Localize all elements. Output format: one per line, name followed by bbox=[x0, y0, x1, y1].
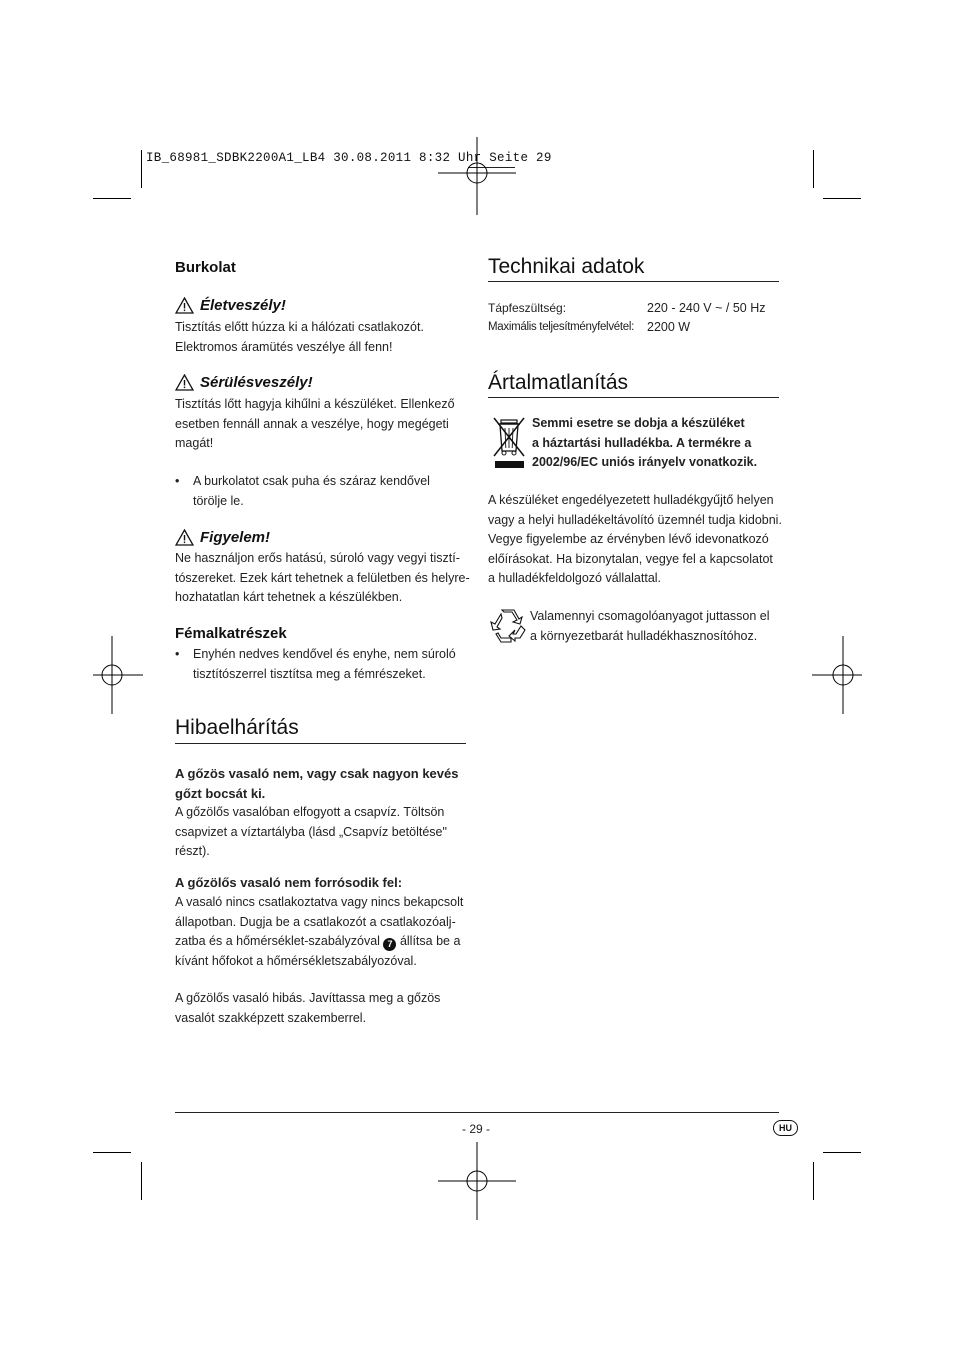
text-line: kívánt hőfokot a hőmérsékletszabályozóval. bbox=[175, 953, 417, 968]
warning-title: Sérülésveszély! bbox=[200, 374, 313, 391]
text-line: Elektromos áramütés veszélye áll fenn! bbox=[175, 339, 393, 354]
section-title-metal-parts: Fémalkatrészek bbox=[175, 625, 287, 642]
registration-crosshair-icon bbox=[812, 636, 862, 714]
text-line: esetben fennáll annak a veszélye, hogy megégeti bbox=[175, 416, 449, 431]
text-line: A burkolatot csak puha és száraz kendővel bbox=[193, 474, 430, 488]
warning-text bbox=[175, 318, 424, 357]
warning-title: Figyelem! bbox=[200, 529, 271, 546]
text-line: tisztítószerrel tisztítsa meg a fémrészeket. bbox=[193, 666, 426, 681]
text-fragment: állítsa be a bbox=[399, 934, 461, 948]
text-line: Semmi esetre se dobja a készüléket bbox=[532, 416, 745, 430]
print-slug: IB_68981_SDBK2200A1_LB4 30.08.2011 8:32 Uhr Seite 29 bbox=[146, 151, 552, 165]
text-line: a környezetbarát hulladékhasznosítóhoz. bbox=[530, 628, 758, 643]
text-line: vasalót szakképzett szakemberrel. bbox=[175, 1010, 367, 1025]
text-line: Tisztítás előtt húzza ki a hálózati csatlakozót. bbox=[175, 320, 424, 334]
warning-text bbox=[175, 395, 455, 454]
problem-title bbox=[175, 764, 458, 803]
text-line: Enyhén nedves kendővel és enyhe, nem súroló bbox=[193, 647, 456, 661]
footer-rule bbox=[175, 1112, 779, 1113]
text-line: A gőzölős vasalóban elfogyott a csapvíz. Töltsön bbox=[175, 805, 445, 819]
text-line: Ne használjon erős hatású, súroló vagy vegyi tisztí- bbox=[175, 551, 460, 565]
disposal-text bbox=[488, 491, 782, 589]
text-line: Vegye figyelembe az érvényben lévő idevonatkozó bbox=[488, 532, 769, 546]
text-line: állapotban. Dugja be a csatlakozót a csatlakozóalj- bbox=[175, 914, 456, 929]
recycle-icon bbox=[489, 608, 527, 644]
section-title-disposal: Ártalmatlanítás bbox=[488, 371, 629, 394]
warning-triangle-icon bbox=[175, 374, 194, 391]
text-line: Tisztítás lőtt hagyja kihűlni a készüléket. Ellenkező bbox=[175, 397, 455, 411]
warning-injury-danger bbox=[175, 374, 313, 391]
text-line: A vasaló nincs csatlakoztatva vagy nincs bekapcsolt bbox=[175, 895, 464, 909]
text-line: előírásokat. Ha bizonytalan, vegye fel a kapcsolatot bbox=[488, 551, 773, 566]
section-title-troubleshooting: Hibaelhárítás bbox=[175, 716, 299, 739]
text-line: 2002/96/EC uniós irányelv vonatkozik. bbox=[532, 455, 758, 469]
spec-value: 2200 W bbox=[647, 320, 691, 334]
warning-triangle-icon bbox=[175, 297, 194, 314]
text-line: csapvizet a víztartályba (lásd „Csapvíz betöltése" bbox=[175, 824, 447, 839]
warning-text bbox=[175, 549, 470, 608]
bullet-dot: • bbox=[175, 474, 180, 488]
list-item bbox=[175, 645, 456, 684]
part-number-badge: 7 bbox=[383, 938, 396, 951]
text-line: magát! bbox=[175, 436, 214, 450]
crossed-out-bin-icon bbox=[491, 415, 527, 471]
text-line: törölje le. bbox=[193, 493, 244, 508]
text-line bbox=[175, 932, 463, 952]
section-rule bbox=[488, 281, 779, 282]
registration-crosshair-icon bbox=[438, 1142, 516, 1220]
warning-life-danger bbox=[175, 297, 286, 314]
list-item bbox=[175, 472, 430, 511]
recycle-text bbox=[530, 607, 770, 646]
section-rule bbox=[488, 397, 779, 398]
spec-label: Tápfeszültség: bbox=[488, 301, 567, 315]
spec-value: 220 - 240 V ~ / 50 Hz bbox=[647, 301, 766, 315]
warning-triangle-icon bbox=[175, 529, 194, 546]
language-badge: HU bbox=[773, 1120, 798, 1136]
problem-title: A gőzölős vasaló nem forrósodik fel: bbox=[175, 875, 403, 890]
section-rule bbox=[175, 743, 466, 744]
text-line: gőzt bocsát ki. bbox=[175, 785, 266, 801]
text-line: részt). bbox=[175, 844, 210, 858]
section-title-technical-data: Technikai adatok bbox=[488, 255, 645, 278]
text-line: a háztartási hulladékba. A termékre a bbox=[532, 435, 752, 450]
text-line: A gőzölős vasaló hibás. Javíttassa meg a gőzös bbox=[175, 991, 441, 1005]
text-fragment: zatba és a hőmérséklet-szabályzóval bbox=[175, 934, 380, 948]
text-line: vagy a helyi hulladékeltávolító üzemnél tudja kidobni. bbox=[488, 512, 782, 527]
problem-solution bbox=[175, 803, 447, 862]
text-line: hozhatatlan kárt tehetnek a készülékben. bbox=[175, 590, 403, 604]
registration-crosshair-icon bbox=[438, 137, 516, 215]
problem-solution bbox=[175, 989, 440, 1028]
warning-caution bbox=[175, 529, 270, 546]
text-line: tószereket. Ezek kárt tehetnek a felületben és helyre- bbox=[175, 570, 470, 585]
text-line: A készüléket engedélyezetett hulladékgyűjtő helyen bbox=[488, 493, 774, 507]
problem-solution bbox=[175, 893, 463, 971]
text-line: Valamennyi csomagolóanyagot juttasson el bbox=[530, 609, 770, 623]
warning-title: Életveszély! bbox=[200, 297, 286, 314]
section-title-burkolat: Burkolat bbox=[175, 259, 236, 276]
text-line: A gőzös vasaló nem, vagy csak nagyon kevés bbox=[175, 766, 459, 781]
registration-crosshair-icon bbox=[93, 636, 143, 714]
bullet-dot: • bbox=[175, 647, 180, 661]
text-line: a hulladékfeldolgozó vállalattal. bbox=[488, 571, 662, 585]
spec-label: Maximális teljesítményfelvétel: bbox=[488, 321, 635, 333]
weee-notice bbox=[532, 414, 757, 473]
page-number: - 29 - bbox=[462, 1122, 491, 1136]
